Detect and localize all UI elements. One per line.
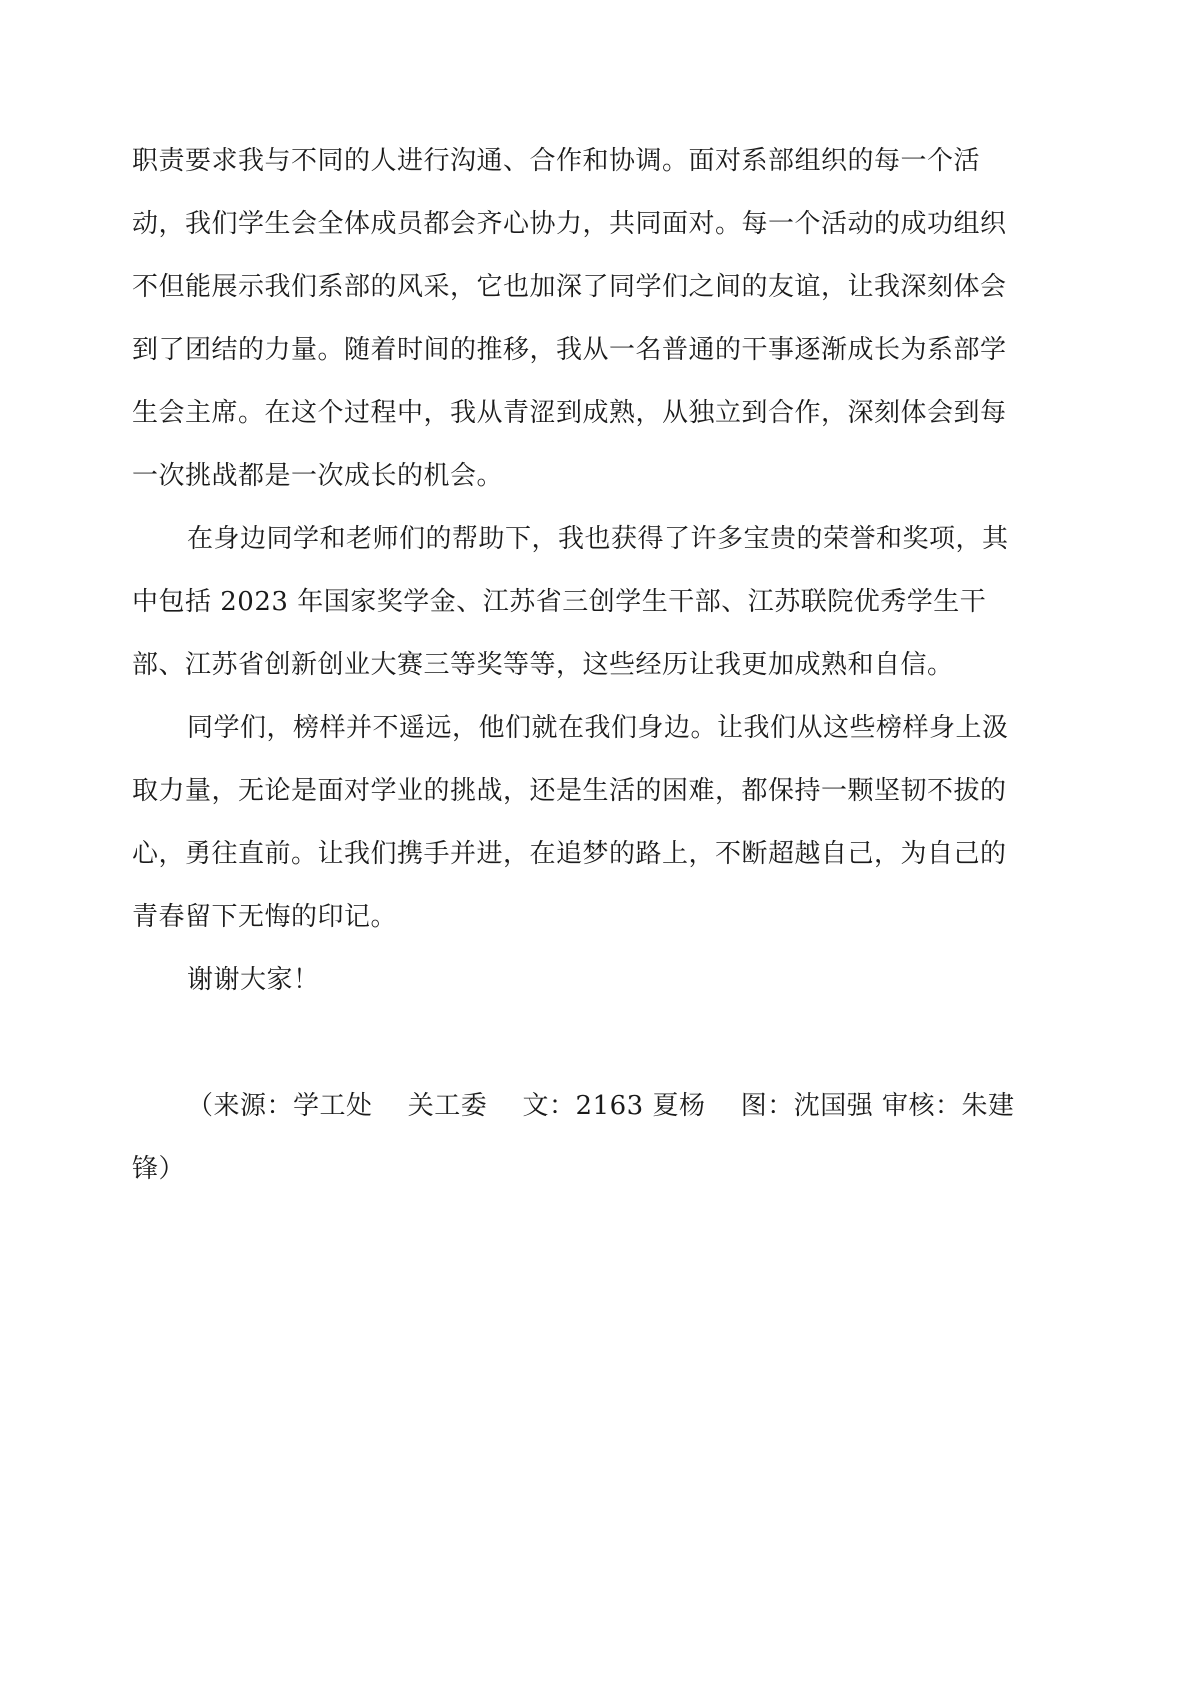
text-line: 职责要求我与不同的人进行沟通、合作和协调。面对系部组织的每一个活	[132, 146, 981, 176]
paragraph-role-models	[132, 697, 1062, 949]
text-line: 动，我们学生会全体成员都会齐心协力，共同面对。每一个活动的成功组织	[132, 209, 1007, 239]
text-line: 同学们，榜样并不遥远，他们就在我们身边。让我们从这些榜样身上汲	[187, 713, 1009, 743]
text-line: 取力量，无论是面对学业的挑战，还是生活的困难，都保持一颗坚韧不拔的	[132, 776, 1007, 806]
text-line: 在身边同学和老师们的帮助下，我也获得了许多宝贵的荣誉和奖项，其	[187, 524, 1009, 554]
paragraph-honors	[132, 508, 1062, 697]
text-line: 不但能展示我们系部的风采，它也加深了同学们之间的友谊，让我深刻体会	[132, 272, 1007, 302]
text-line: 谢谢大家！	[187, 965, 320, 995]
article-credits	[132, 1075, 1062, 1201]
text-line: 中包括 2023 年国家奖学金、江苏省三创学生干部、江苏联院优秀学生干	[132, 587, 987, 617]
text-line: 青春留下无悔的印记。	[132, 902, 398, 932]
credits-line: 锋）	[132, 1154, 186, 1184]
text-line: 一次挑战都是一次成长的机会。	[132, 461, 504, 491]
paragraph-student-union	[132, 130, 1062, 508]
article-body	[132, 130, 1062, 1201]
text-line: 部、江苏省创新创业大赛三等奖等等，这些经历让我更加成熟和自信。	[132, 650, 954, 680]
text-line: 到了团结的力量。随着时间的推移，我从一名普通的干事逐渐成长为系部学	[132, 335, 1007, 365]
paragraph-thanks	[132, 949, 1062, 1012]
text-line: 心，勇往直前。让我们携手并进，在追梦的路上，不断超越自己，为自己的	[132, 839, 1007, 869]
credits-line: （来源：学工处 关工委 文：2163 夏杨 图：沈国强 审核：朱建	[187, 1091, 1015, 1121]
text-line: 生会主席。在这个过程中，我从青涩到成熟，从独立到合作，深刻体会到每	[132, 398, 1007, 428]
blank-line	[132, 1012, 1062, 1075]
